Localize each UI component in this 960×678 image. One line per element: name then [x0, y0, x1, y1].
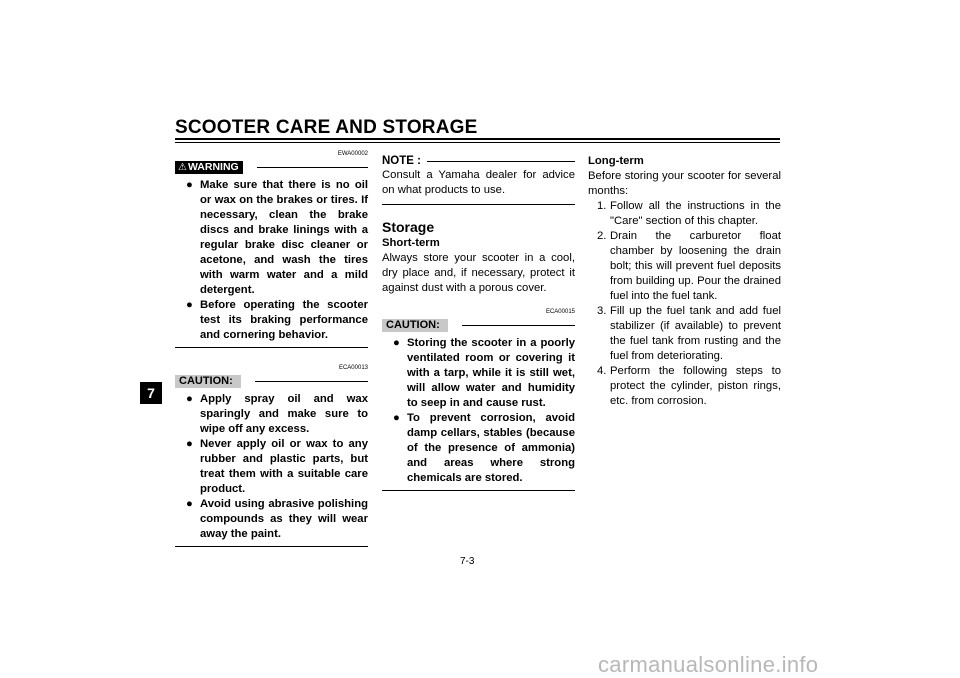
caution-header: [382, 318, 575, 332]
note-end-rule: [382, 204, 575, 205]
caution-list: [382, 336, 575, 486]
warning-badge: [175, 161, 243, 174]
bullet-dot-icon: ●: [186, 498, 193, 510]
title-rule-thin: [175, 142, 780, 143]
caution-header: [175, 374, 368, 388]
bullet-dot-icon: ●: [186, 299, 193, 311]
list-item: ● Before operating the scooter test its braking performance and cornering behavior.: [186, 299, 368, 341]
bullet-dot-icon: ●: [186, 393, 193, 405]
list-item: 1. Follow all the instructions in the "Care" section of this chapter.: [597, 200, 781, 227]
note-label: NOTE :: [382, 154, 421, 167]
note-header: [382, 154, 575, 168]
warning-end-rule: [175, 347, 368, 348]
column-right: [588, 150, 781, 409]
bullet-dot-icon: ●: [393, 337, 400, 349]
caution-code: ECA00015: [545, 309, 575, 315]
list-item: ● Make sure that there is no oil or wax on the brakes or tires. If necessary, clean the brake discs and brake linings with a regular brake disc cleaner or acetone, and wash the tires with warm water and a mild detergent.: [186, 179, 368, 296]
note-text: Consult a Yamaha dealer for advice on what products to use.: [382, 169, 575, 196]
caution-header-rule: [462, 325, 575, 326]
long-term-steps: [588, 199, 781, 409]
warning-label: WARNING: [187, 160, 239, 173]
caution-list: [175, 392, 368, 542]
warning-triangle-icon: ⚠: [178, 161, 187, 173]
title-rule: [175, 138, 780, 140]
list-item: 3. Fill up the fuel tank and add fuel stabilizer (if available) to prevent the fuel tank from rusting and the fuel from deteriorating.: [597, 305, 781, 362]
list-item: ● Avoid using abrasive polishing compounds as they will wear away the paint.: [186, 498, 368, 540]
short-term-text: Always store your scooter in a cool, dry place and, if necessary, protect it against dust with a porous cover.: [382, 252, 575, 294]
list-item: ● To prevent corrosion, avoid damp cellars, stables (because of the presence of ammonia) and areas where strong chemicals are stored.: [393, 412, 575, 484]
list-item: 2. Drain the carburetor float chamber by loosening the drain bolt; this will prevent fuel deposits from building up. Pour the drained fuel into the fuel tank.: [597, 230, 781, 302]
bullet-dot-icon: ●: [186, 438, 193, 450]
caution-badge: CAUTION:: [382, 319, 448, 332]
caution-code: ECA00013: [338, 365, 368, 371]
chapter-tab: 7: [140, 382, 162, 404]
watermark: carmanualsonline.info: [598, 652, 819, 677]
list-item: ● Apply spray oil and wax sparingly and make sure to wipe off any excess.: [186, 393, 368, 435]
caution-end-rule: [175, 546, 368, 547]
list-item: 4. Perform the following steps to protect the cylinder, piston rings, etc. from corrosion.: [597, 365, 781, 407]
warning-code: EWA00002: [337, 151, 368, 157]
long-term-intro: Before storing your scooter for several months:: [588, 170, 781, 197]
bullet-dot-icon: ●: [393, 412, 400, 424]
long-term-heading: Long-term: [588, 155, 644, 167]
warning-header: [175, 160, 368, 174]
warning-list: [175, 178, 368, 343]
list-item: ● Never apply oil or wax to any rubber and plastic parts, but treat them with a suitable care product.: [186, 438, 368, 495]
column-middle: [382, 150, 575, 491]
list-item: ● Storing the scooter in a poorly ventilated room or covering it with a tarp, while it is still wet, will allow water and humidity to seep in and cause rust.: [393, 337, 575, 409]
caution-badge: CAUTION:: [175, 375, 241, 388]
page-number: 7-3: [460, 556, 475, 567]
caution-header-rule: [255, 381, 368, 382]
short-term-heading: Short-term: [382, 237, 440, 249]
storage-heading: Storage: [382, 219, 435, 235]
warning-header-rule: [257, 167, 368, 168]
note-header-rule: [427, 161, 575, 162]
column-left: [175, 150, 368, 547]
bullet-dot-icon: ●: [186, 179, 193, 191]
caution-end-rule: [382, 490, 575, 491]
page-title: SCOOTER CARE AND STORAGE: [175, 117, 478, 138]
